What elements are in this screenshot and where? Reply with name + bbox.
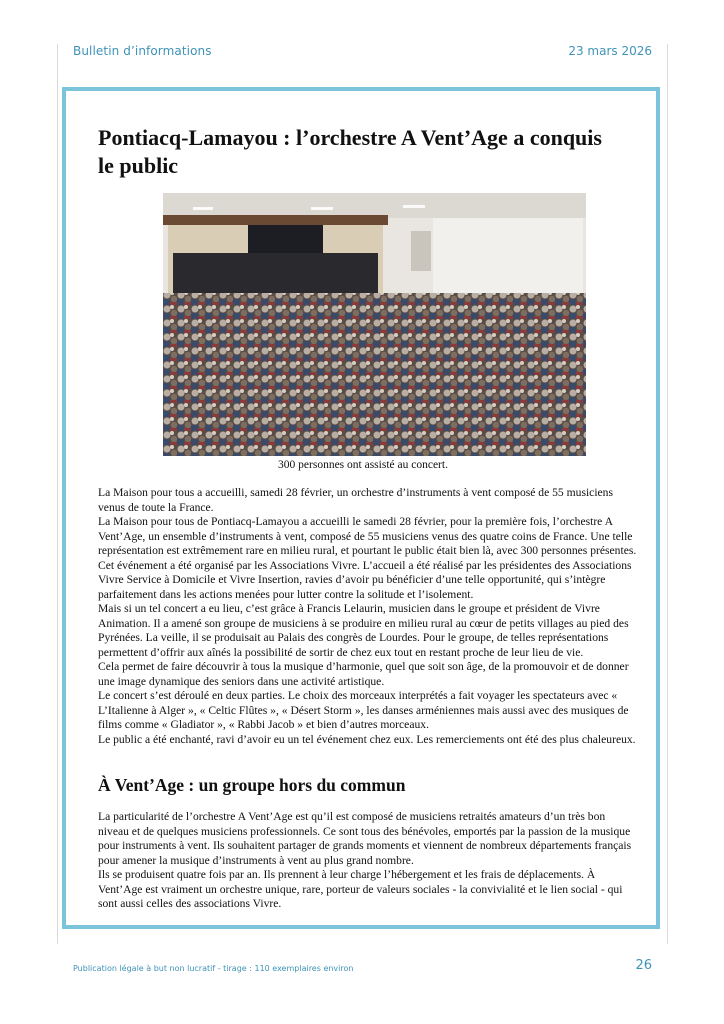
paragraph: Ils se produisent quatre fois par an. Ils prennent à leur charge l’hébergement et les frais de déplacements. À Vent’Age est vraiment un orchestre unique, rare, porteur de valeurs sociales - la convivialité et le lien social - qui sont aussi celles des associations Vivre.: [98, 868, 623, 910]
section-body: [98, 810, 638, 912]
paragraph: La Maison pour tous de Pontiacq-Lamayou a accueilli le samedi 28 février, pour la première fois, l’orchestre A Vent’Age, un ensemble d’instruments à vent, composé de 55 musiciens venus des quatre coins de France. Une telle représentation est extrêmement rare en milieu rural, et pourtant le public était bien là, avec 300 personnes présentes.: [98, 515, 637, 557]
publication-name: Bulletin d’informations: [73, 44, 212, 58]
concert-photo: [163, 193, 586, 456]
paragraph: Cela permet de faire découvrir à tous la musique d’harmonie, quel que soit son âge, de la promouvoir et de donner une image dynamique des seniors dans une activité artistique.: [98, 660, 629, 688]
paragraph: Le public a été enchanté, ravi d’avoir eu un tel événement chez eux. Les remerciements ont été des plus chaleureux.: [98, 732, 636, 746]
article-body: [98, 486, 638, 747]
footer-legal-notice: Publication légale à but non lucratif - tirage : 110 exemplaires environ: [73, 964, 354, 973]
paragraph: Mais si un tel concert a eu lieu, c’est grâce à Francis Lelaurin, musicien dans le groupe et président de Vivre Animation. Il a amené son groupe de musiciens à se produire en milieu rural au cœur de petits villages au pied des Pyrénées. La veille, il se produisait au Palais des congrès de Lourdes. Pour le groupe, de telles représentations permettent d’offrir aux aînés la possibilité de sortir de chez eux tout en restant proche de leur lieu de vie.: [98, 602, 629, 659]
photo-caption: 300 personnes ont assisté au concert.: [278, 459, 448, 471]
paragraph: La Maison pour tous a accueilli, samedi 28 février, un orchestre d’instruments à vent composé de 55 musiciens venus de toute la France.: [98, 486, 613, 514]
paragraph: La particularité de l’orchestre A Vent’Age est qu’il est composé de musiciens retraités amateurs d’un très bon niveau et de quelques musiciens professionnels. Ce sont tous des bénévoles, emportés par la passion de la musique pour instruments à vent. Ils souhaitent partager de grands moments et viennent de nombreux départements français pour amener la musique d’instruments à vent au plus grand nombre.: [98, 810, 632, 867]
publication-date: 23 mars 2026: [568, 44, 652, 58]
page-margin-line-left: [57, 44, 58, 944]
paragraph: Cet événement a été organisé par les Associations Vivre. L’accueil a été réalisé par les présidentes des Associations Vivre Service à Domicile et Vivre Insertion, ravies d’avoir pu bénéficier d’une telle opportunité, qui s’intègre parfaitement dans les actions menées pour lutter contre la solitude et l’isolement.: [98, 558, 632, 601]
page-number: 26: [635, 958, 652, 973]
section-heading: À Vent’Age : un groupe hors du commun: [98, 775, 406, 795]
article-title: Pontiacq-Lamayou : l’orchestre A Vent’Age a conquis le public: [98, 125, 602, 178]
paragraph: Le concert s’est déroulé en deux parties. Le choix des morceaux interprétés a fait voyager les spectateurs avec « L’Italienne à Alger », « Celtic Flûtes », « Désert Storm », les danses arméniennes mais aussi avec des musiques de films comme « Gladiator », « Rabbi Jacob » et bien d’autres morceaux.: [98, 689, 629, 731]
page-margin-line-right: [667, 44, 668, 944]
concert-photo-icon: [163, 193, 586, 456]
